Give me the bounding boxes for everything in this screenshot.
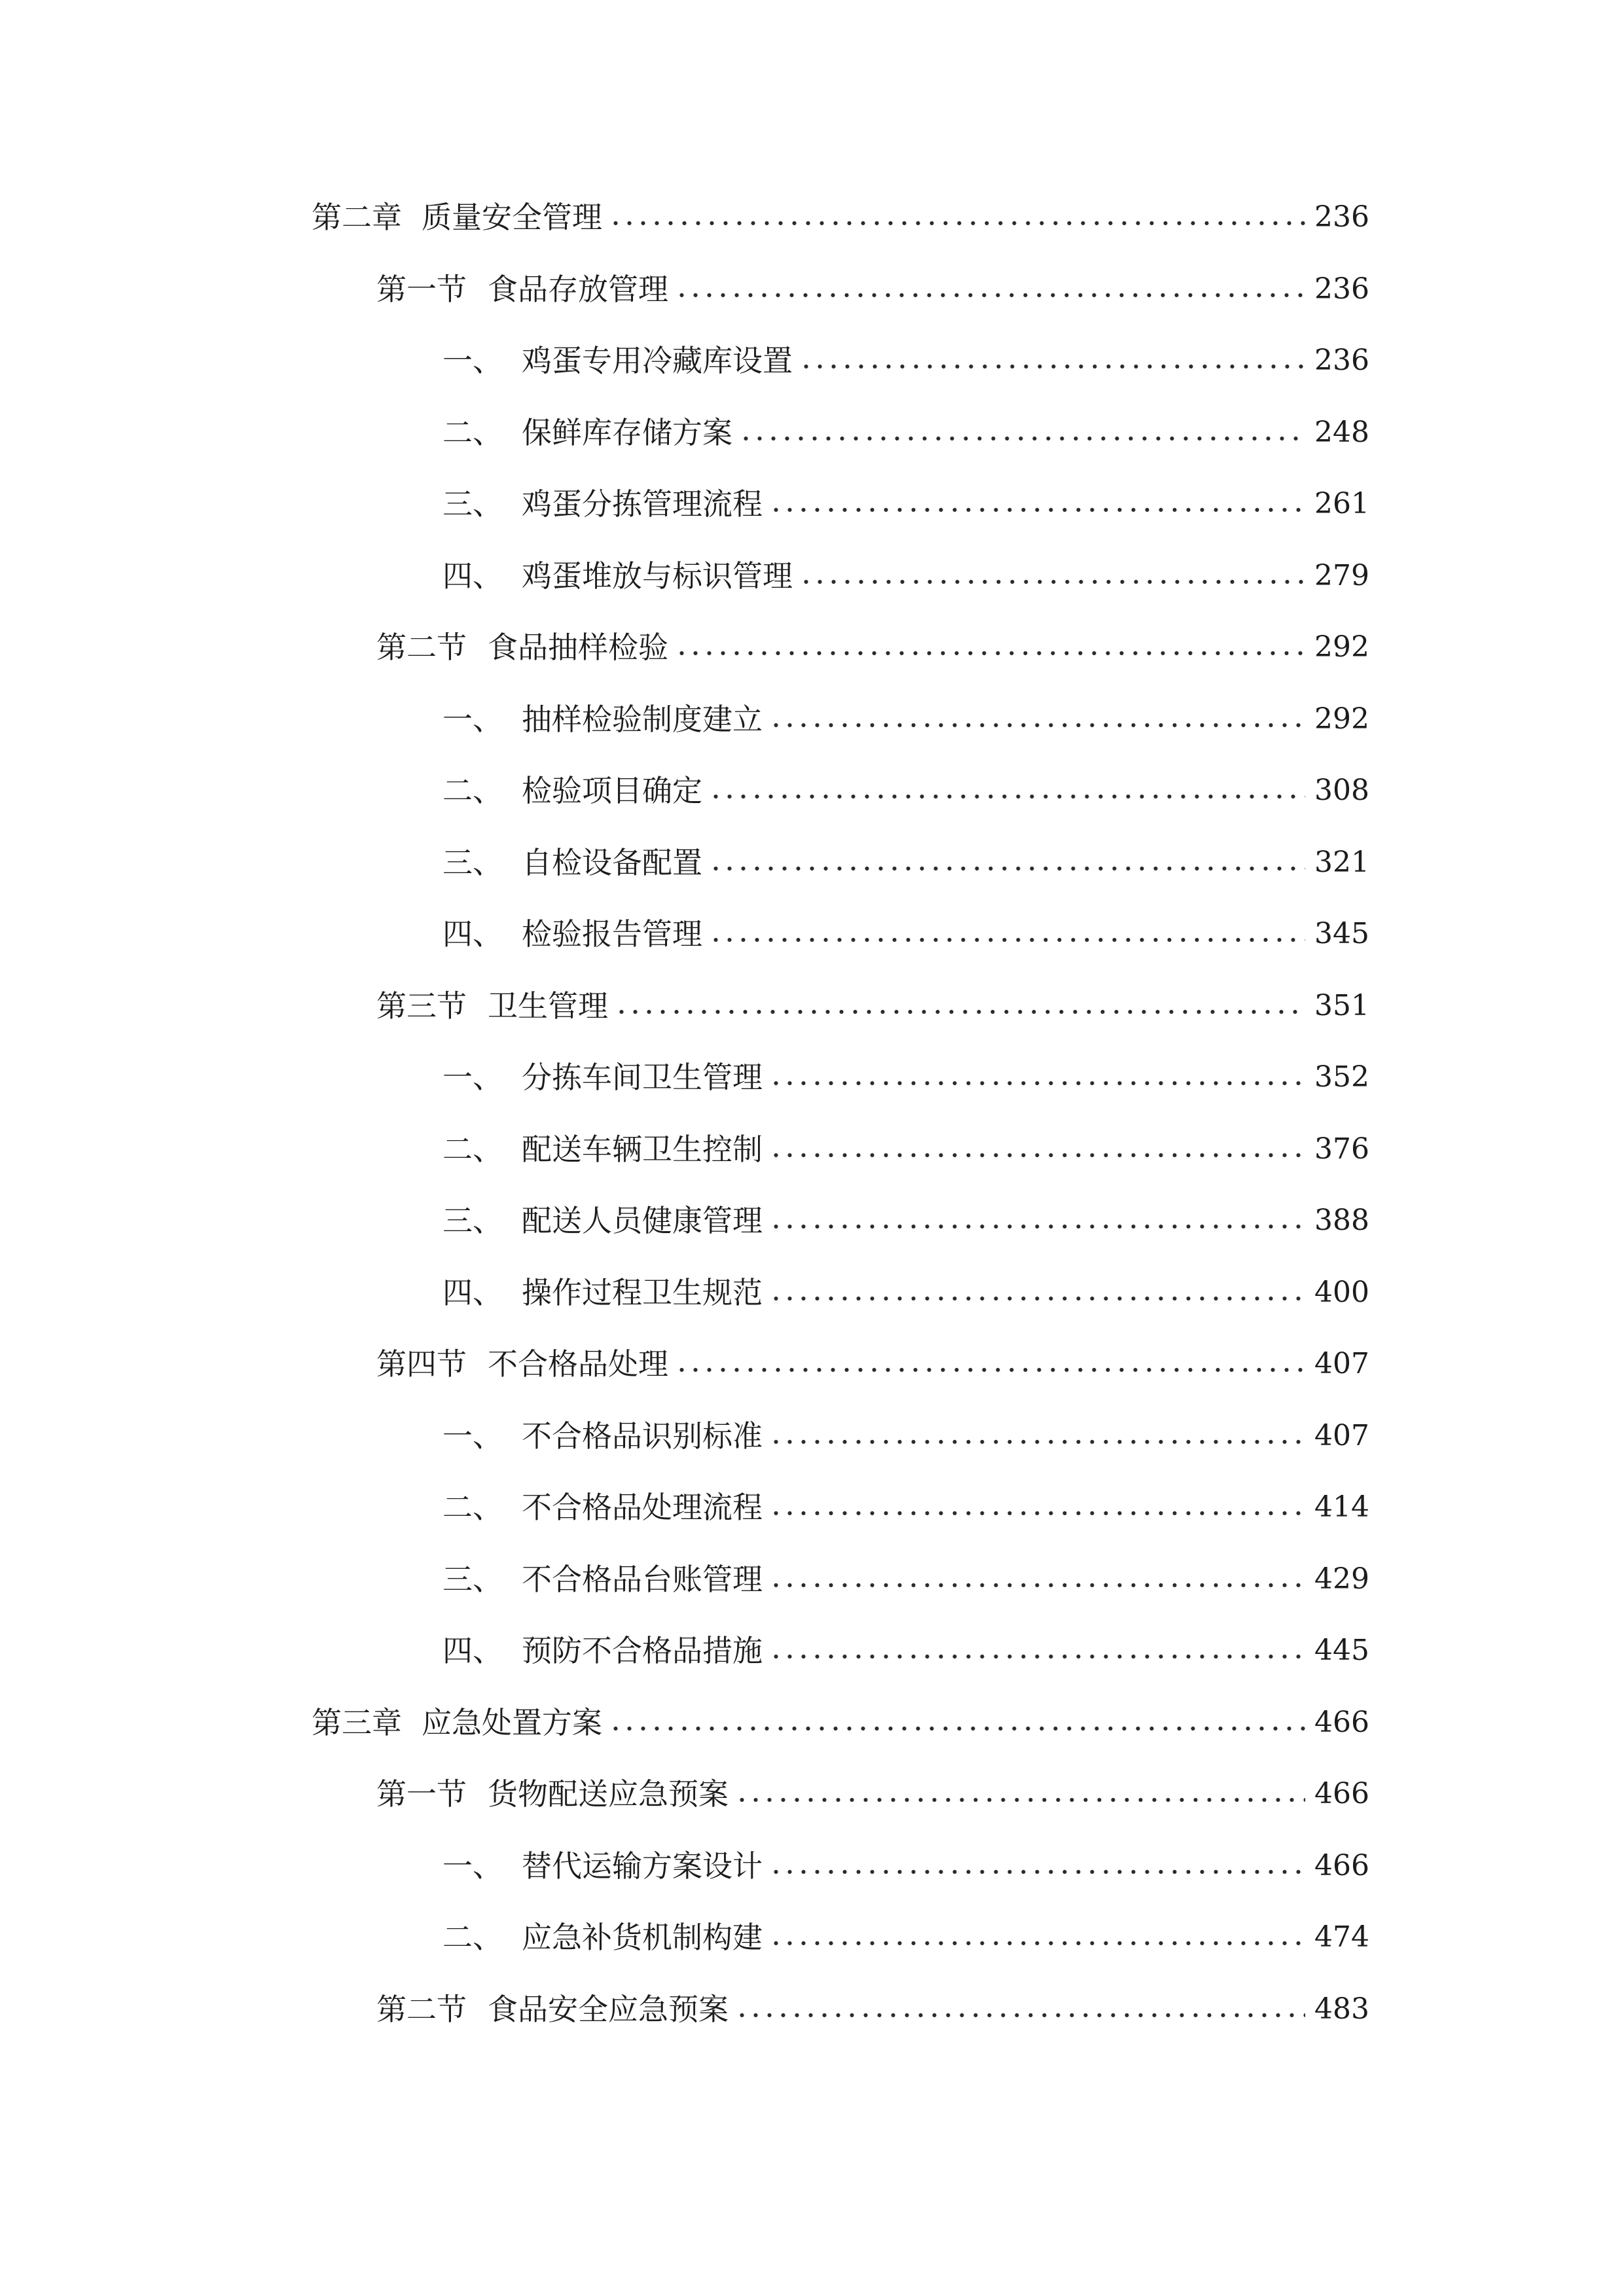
toc-entry-page-number: 407	[1314, 1347, 1369, 1380]
toc-entry[interactable]	[312, 194, 1369, 240]
toc-entry-title: 不合格品识别标准	[522, 1418, 763, 1454]
toc-entry-prefix: 一、	[442, 701, 503, 737]
dot-leader	[615, 1007, 1305, 1017]
toc-entry[interactable]	[442, 1126, 1369, 1172]
toc-entry-page-number: 292	[1314, 702, 1369, 736]
toc-entry-title: 保鲜库存储方案	[522, 414, 732, 450]
toc-entry-page-number: 292	[1314, 630, 1369, 664]
toc-entry-prefix: 第一节	[376, 271, 467, 307]
toc-entry-prefix: 一、	[442, 1418, 503, 1454]
toc-entry[interactable]	[376, 266, 1369, 312]
toc-entry-prefix: 二、	[442, 1131, 503, 1167]
dot-leader	[675, 1365, 1305, 1375]
toc-entry-title: 食品存放管理	[488, 271, 668, 307]
toc-entry-page-number: 345	[1314, 917, 1369, 950]
toc-entry-prefix: 二、	[442, 1490, 503, 1525]
toc-entry-title: 抽样检验制度建立	[522, 701, 763, 737]
dot-leader	[709, 863, 1305, 874]
toc-entry-prefix: 第三节	[376, 988, 467, 1024]
toc-entry-prefix: 第三章	[312, 1704, 402, 1740]
toc-entry-page-number: 236	[1314, 344, 1369, 377]
toc-entry[interactable]	[442, 1054, 1369, 1100]
toc-entry[interactable]	[442, 768, 1369, 814]
toc-entry-prefix: 第二章	[312, 200, 402, 235]
toc-entry[interactable]	[442, 1628, 1369, 1674]
toc-entry[interactable]	[376, 1986, 1369, 2032]
toc-entry-title: 鸡蛋堆放与标识管理	[522, 558, 793, 594]
toc-entry-page-number: 351	[1314, 988, 1369, 1022]
toc-entry[interactable]	[376, 1341, 1369, 1387]
toc-entry[interactable]	[376, 983, 1369, 1029]
toc-entry-prefix: 四、	[442, 1633, 503, 1668]
toc-entry-page-number: 352	[1314, 1060, 1369, 1094]
dot-leader	[799, 577, 1305, 587]
toc-entry[interactable]	[442, 840, 1369, 886]
toc-entry-title: 检验项目确定	[522, 773, 702, 808]
dot-leader	[769, 1078, 1305, 1088]
dot-leader	[769, 1221, 1305, 1232]
toc-entry-prefix: 四、	[442, 916, 503, 952]
toc-entry-prefix: 三、	[442, 1203, 503, 1238]
toc-entry[interactable]	[442, 1198, 1369, 1244]
toc-entry-prefix: 第四节	[376, 1346, 467, 1382]
dot-leader	[769, 1867, 1305, 1877]
dot-leader	[609, 1723, 1305, 1734]
toc-entry-prefix: 一、	[442, 1848, 503, 1884]
toc-entry-prefix: 三、	[442, 1561, 503, 1597]
toc-entry-title: 质量安全管理	[422, 200, 602, 235]
toc-entry-prefix: 二、	[442, 1920, 503, 1955]
toc-entry-prefix: 二、	[442, 414, 503, 450]
toc-entry[interactable]	[376, 624, 1369, 670]
toc-entry-title: 配送车辆卫生控制	[522, 1131, 763, 1167]
toc-entry-prefix: 第一节	[376, 1776, 467, 1812]
toc-entry[interactable]	[376, 1771, 1369, 1817]
dot-leader	[675, 648, 1305, 658]
toc-entry-title: 不合格品处理流程	[522, 1490, 763, 1525]
toc-entry-prefix: 四、	[442, 558, 503, 594]
toc-entry-page-number: 308	[1314, 774, 1369, 807]
toc-entry-page-number: 466	[1314, 1777, 1369, 1810]
dot-leader	[739, 433, 1305, 444]
toc-entry[interactable]	[442, 1556, 1369, 1602]
toc-entry[interactable]	[442, 1413, 1369, 1459]
toc-entry[interactable]	[442, 338, 1369, 384]
toc-entry-page-number: 279	[1314, 558, 1369, 592]
toc-entry-page-number: 236	[1314, 272, 1369, 306]
toc-entry-title: 不合格品台账管理	[522, 1561, 763, 1597]
dot-leader	[769, 1651, 1305, 1662]
toc-entry[interactable]	[442, 1843, 1369, 1889]
toc-entry-page-number: 414	[1314, 1490, 1369, 1524]
toc-entry-prefix: 三、	[442, 844, 503, 880]
dot-leader	[735, 1795, 1305, 1805]
toc-entry[interactable]	[442, 1270, 1369, 1316]
toc-entry-prefix: 一、	[442, 1060, 503, 1095]
toc-entry-page-number: 321	[1314, 845, 1369, 879]
toc-entry-title: 分拣车间卫生管理	[522, 1060, 763, 1095]
toc-entry[interactable]	[442, 696, 1369, 742]
dot-leader	[769, 1437, 1305, 1447]
dot-leader	[769, 505, 1305, 515]
toc-entry-page-number: 407	[1314, 1418, 1369, 1452]
dot-leader	[735, 2010, 1305, 2020]
toc-entry[interactable]	[442, 410, 1369, 456]
dot-leader	[769, 1293, 1305, 1304]
toc-entry-prefix: 二、	[442, 773, 503, 808]
toc-entry[interactable]	[442, 911, 1369, 957]
toc-entry-page-number: 466	[1314, 1705, 1369, 1739]
toc-entry[interactable]	[442, 1484, 1369, 1530]
toc-entry[interactable]	[442, 1914, 1369, 1960]
toc-entry-title: 货物配送应急预案	[488, 1776, 729, 1812]
dot-leader	[799, 361, 1305, 372]
toc-entry-page-number: 445	[1314, 1634, 1369, 1667]
toc-entry-title: 应急补货机制构建	[522, 1920, 763, 1955]
toc-entry-prefix: 第二节	[376, 630, 467, 665]
toc-entry-page-number: 400	[1314, 1275, 1369, 1309]
dot-leader	[769, 1938, 1305, 1948]
dot-leader	[709, 791, 1305, 802]
toc-entry-title: 替代运输方案设计	[522, 1848, 763, 1884]
toc-entry-page-number: 483	[1314, 1992, 1369, 2026]
dot-leader	[609, 218, 1305, 228]
toc-entry-title: 配送人员健康管理	[522, 1203, 763, 1238]
toc-entry[interactable]	[312, 1700, 1369, 1746]
toc-entry-page-number: 261	[1314, 487, 1369, 520]
toc-entry-page-number: 388	[1314, 1204, 1369, 1237]
toc-entry-page-number: 236	[1314, 200, 1369, 234]
toc-entry-page-number: 474	[1314, 1920, 1369, 1954]
toc-entry-title: 检验报告管理	[522, 916, 702, 952]
toc-entry-title: 应急处置方案	[422, 1704, 602, 1740]
dot-leader	[769, 1150, 1305, 1160]
toc-entry-title: 食品安全应急预案	[488, 1991, 729, 2027]
toc-entry-title: 卫生管理	[488, 988, 608, 1024]
toc-entry-title: 食品抽样检验	[488, 630, 668, 665]
dot-leader	[769, 1580, 1305, 1590]
dot-leader	[709, 935, 1305, 945]
toc-entry-page-number: 466	[1314, 1848, 1369, 1882]
toc-entry-title: 鸡蛋专用冷藏库设置	[522, 343, 793, 378]
toc-entry-title: 自检设备配置	[522, 844, 702, 880]
toc-entry-title: 操作过程卫生规范	[522, 1274, 763, 1310]
toc-entry-page-number: 376	[1314, 1132, 1369, 1166]
toc-entry-page-number: 248	[1314, 415, 1369, 449]
dot-leader	[769, 720, 1305, 730]
toc-entry-prefix: 一、	[442, 343, 503, 378]
toc-entry[interactable]	[442, 553, 1369, 599]
toc-entry-title: 不合格品处理	[488, 1346, 668, 1382]
dot-leader	[675, 290, 1305, 300]
toc-entry-prefix: 三、	[442, 486, 503, 522]
toc-entry-page-number: 429	[1314, 1562, 1369, 1596]
toc-entry-prefix: 四、	[442, 1274, 503, 1310]
toc-entry-title: 鸡蛋分拣管理流程	[522, 486, 763, 522]
toc-entry[interactable]	[442, 481, 1369, 527]
toc-entry-prefix: 第二节	[376, 1991, 467, 2027]
toc-entry-title: 预防不合格品措施	[522, 1633, 763, 1668]
dot-leader	[769, 1508, 1305, 1518]
